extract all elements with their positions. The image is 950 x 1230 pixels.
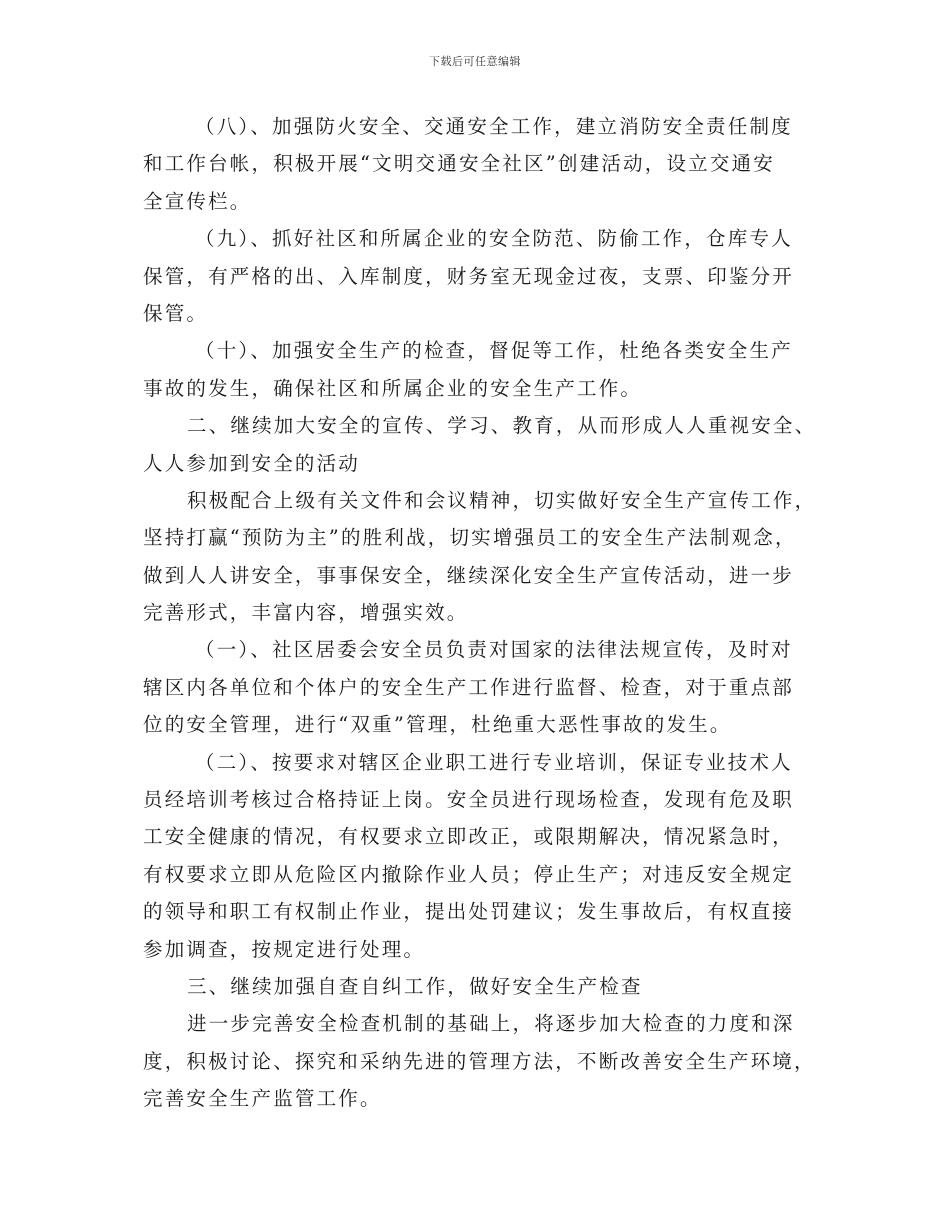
text-line: 二、继续加大安全的宣传、学习、教育，从而形成人人重视安全、 xyxy=(187,414,817,438)
text-line: 坚持打赢“预防为主”的胜利战，切实增强员工的安全生产法制观念， xyxy=(143,526,797,550)
text-line: 和工作台帐，积极开展“文明交通安全社区”创建活动，设立交通安 xyxy=(143,152,775,176)
text-line: （一）、社区居委会安全员负责对国家的法律法规宣传，及时对 xyxy=(195,638,793,662)
document-body xyxy=(143,108,823,1118)
text-line: 完善安全生产监管工作。 xyxy=(143,1087,382,1111)
text-line: 度，积极讨论、探究和采纳先进的管理方法，不断改善安全生产环境， xyxy=(143,1049,816,1073)
text-line: 做到人人讲安全，事事保安全，继续深化安全生产宣传活动，进一步 xyxy=(143,563,795,587)
page-header: 下载后可任意编辑 xyxy=(429,55,521,68)
text-line: 员经培训考核过合格持证上岗。安全员进行现场检查，发现有危及职 xyxy=(143,788,795,812)
text-line: （八）、加强防火安全、交通安全工作，建立消防安全责任制度 xyxy=(195,115,793,138)
text-line: 保管。 xyxy=(143,301,209,325)
text-line: 辖区内各单位和个体户的安全生产工作进行监督、检查，对于重点部 xyxy=(143,675,795,699)
text-line: 人人参加到安全的活动 xyxy=(143,451,361,475)
text-line: 保管，有严格的出、入库制度，财务室无现金过夜，支票、印鉴分开 xyxy=(143,264,795,288)
text-line: 参加调查，按规定进行处理。 xyxy=(143,937,426,961)
text-line: 有权要求立即从危险区内撤除作业人员；停止生产；对违反安全规定 xyxy=(143,862,795,886)
text-line: （十）、加强安全生产的检查，督促等工作，杜绝各类安全生产 xyxy=(195,339,793,363)
text-line: 积极配合上级有关文件和会议精神，切实做好安全生产宣传工作， xyxy=(187,488,817,512)
text-line: 工安全健康的情况，有权要求立即改正，或限期解决，情况紧急时， xyxy=(143,825,795,849)
text-line: 全宣传栏。 xyxy=(143,189,252,213)
text-line: 的领导和职工有权制止作业，提出处罚建议；发生事故后，有权直接 xyxy=(143,900,795,924)
text-line: 三、继续加强自查自纠工作，做好安全生产检查 xyxy=(187,974,643,998)
text-line: 完善形式，丰富内容，增强实效。 xyxy=(143,601,469,625)
text-line: （二）、按要求对辖区企业职工进行专业培训，保证专业技术人 xyxy=(195,750,793,774)
text-line: （九）、抓好社区和所属企业的安全防范、防偷工作，仓库专人 xyxy=(195,227,793,251)
text-line: 进一步完善安全检查机制的基础上，将逐步加大检查的力度和深 xyxy=(187,1012,795,1036)
text-line: 位的安全管理，进行“双重”管理，杜绝重大恶性事故的发生。 xyxy=(143,713,732,737)
text-line: 事故的发生，确保社区和所属企业的安全生产工作。 xyxy=(143,376,643,400)
